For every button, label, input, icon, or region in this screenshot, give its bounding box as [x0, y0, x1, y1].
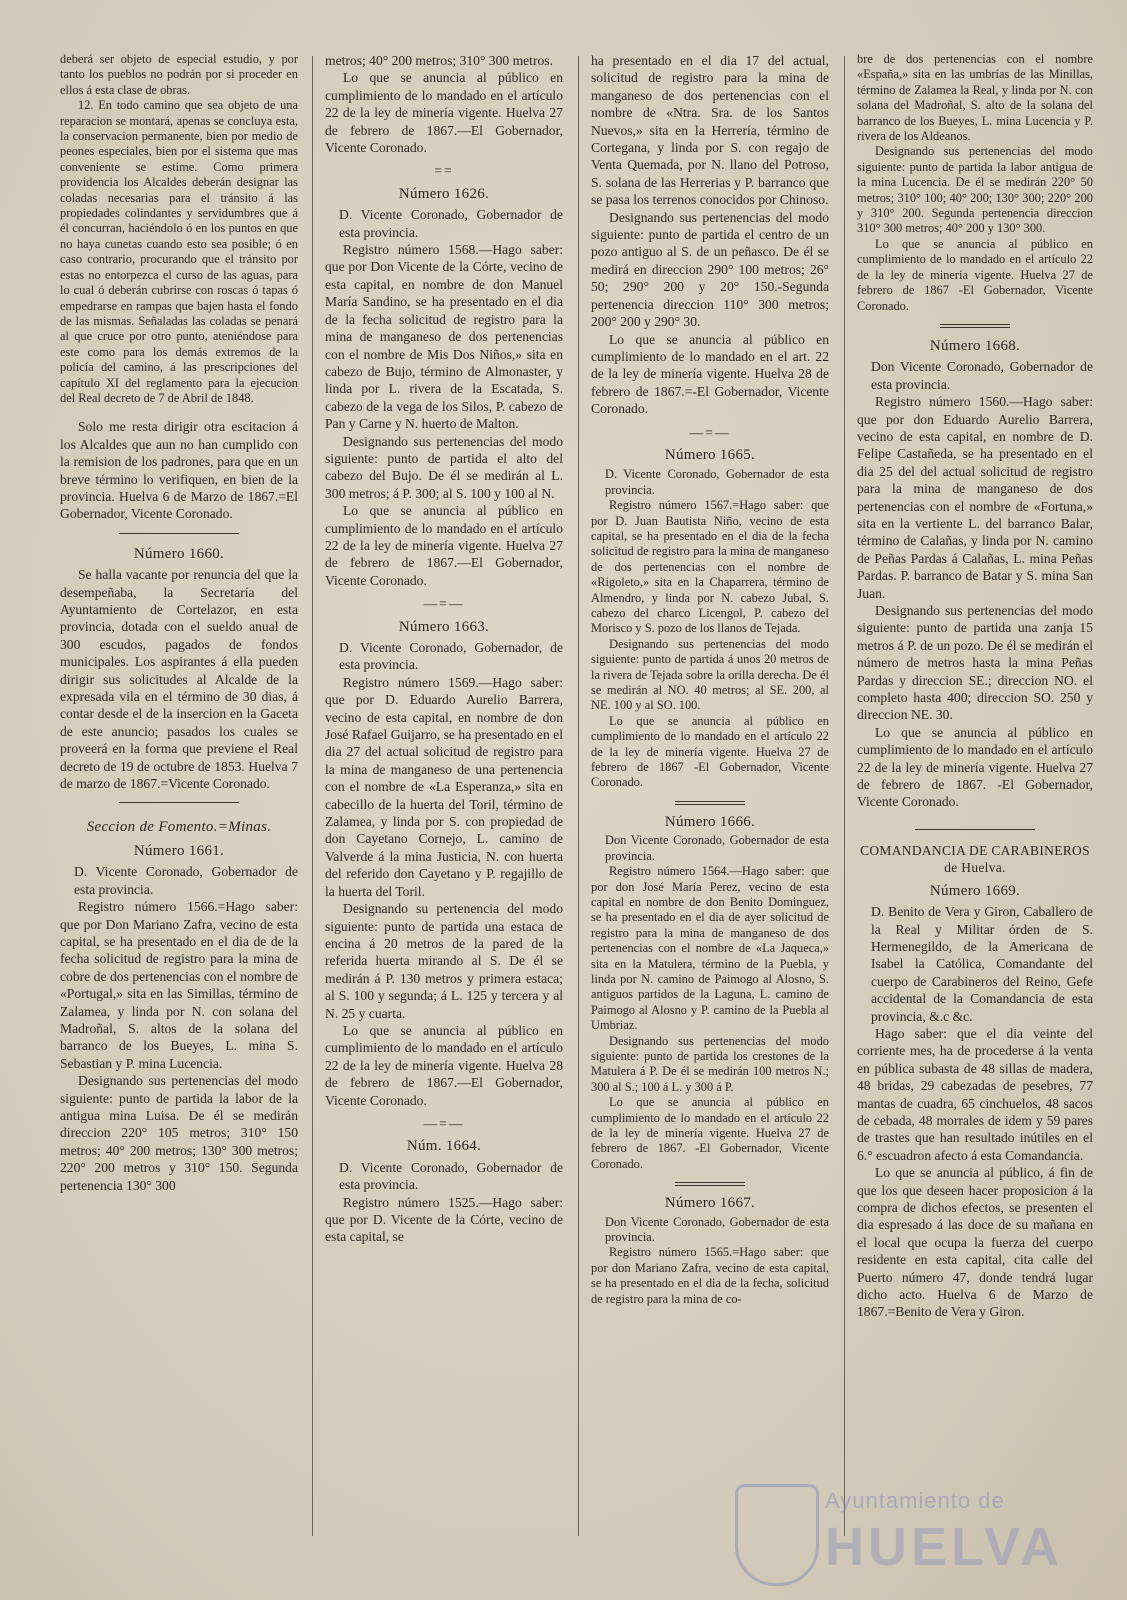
column-3	[591, 52, 829, 1577]
paragraph: 12. En todo camino que sea objeto de una reparacion se montará, apenas se concluya esta, la conservacion permanente, bien por medio de peones especiales, bien por el sistema que mas conveniente se estime. Como primera providencia los Alcaldes deberán designar las coladas necesarias para el tránsito á las propiedades colindantes y servidumbres que á él concurran, haciéndolo ó en los puntos en que no haya cunetas cuando esto sea posible; ó en caso contrario, procurando que el tránsito por estas no entorpezca el curso de las aguas, para lo cual ó deberán cubrirse con roscas ó tapas ó empedrarse en rampas que bajen hasta el fondo de las mismas. Señaladas las coladas se penará al que cruce por otro punto, ateniéndose para este como para los demás extremos de la policía del camino, á las prescripciones del capítulo XI del reglamento para la ejecucion del Real decreto de 7 de Abril de 1848.	[60, 98, 298, 405]
paragraph: deberá ser objeto de especial estudio, y por tanto los pueblos no podrán por si proceder en ellos á esta clase de obras.	[60, 52, 298, 97]
paragraph: bre de dos pertenencias con el nombre «España,» sita en las umbrías de las Minillas, término de Zalamea la Real, y linda por N. con solana del Madroñal, S. alto de la solana del barranco de los Bueyes, L. mina Lucencia y P. rivera de los Aldeanos.	[857, 52, 1093, 144]
column-1	[60, 52, 298, 1577]
paragraph: Hago saber: que el dia veinte del corriente mes, ha de procederse á la venta en pública subasta de 48 sillas de madera, 48 bridas, 29 cabezadas de pesebres, 77 mantas de cuadra, 65 cinchuelos, 48 sacos de cebada, 48 morrales de idem y 59 pares de trastes que han resultado inútiles en el 6.° escuadron afecto á esta Comandancia.	[857, 1025, 1093, 1163]
paragraph: Lo que se anuncia al público en cumplimiento de lo mandado en el artículo 22 de la ley de minería vigente. Huelva 27 de febrero de 1867 -El Gobernador, Vicente Coronado.	[857, 236, 1093, 313]
governor-line: Don Vicente Coronado, Gobernador de esta provincia.	[605, 1214, 829, 1245]
paragraph: metros; 40° 200 metros; 310° 300 metros.	[325, 53, 553, 68]
separator	[119, 533, 239, 536]
governor-line: D. Vicente Coronado, Gobernador de esta provincia.	[339, 1159, 563, 1193]
paragraph: ha presentado en el dia 17 del actual, solicitud de registro para la mina de manganeso de dos pertenencias con el nombre de «Ntra. Sra. de los Santos Nuevos,» sita en la Herrería, término de Cortegana, y linda por S. con regajo de Venta Quemada, por N. llano del Potroso, S. solana de las Herrerias y P. barranco que se pasa los terrenos conocidos por Chinoso.	[591, 53, 829, 208]
column-4	[857, 52, 1093, 1577]
coat-of-arms-icon	[735, 1484, 819, 1586]
notice-number: Número 1665.	[664, 446, 756, 463]
governor-line: D. Vicente Coronado, Gobernador de esta provincia.	[74, 864, 298, 897]
paragraph: Registro número 1525.—Hago saber: que por D. Vicente de la Córte, vecino de esta capital, se	[325, 1194, 563, 1245]
column-2	[325, 52, 563, 1577]
separator	[940, 324, 1010, 328]
paragraph: Lo que se anuncia al público en cumplimiento de lo mandado en el artículo 22 de la ley de minería vigente. Huelva 27 de febrero de 1867 -El Gobernador, Vicente Coronado.	[591, 713, 829, 790]
paragraph: Registro número 1564.—Hago saber: que por don José María Perez, vecino de esta capital en nombre de don Benito Dominguez, se ha presentado en el dia de ayer solicitud de registro para la mina de manganeso de dos pertenencias con el nombre de «La Jaqueca,» sita en la Matulera, término de la Puebla, y linda por N. camino de Paimogo al Alosno, S. antiguos partidos de la Laguna, L. camino de Paimogo al Alosno y P. camino de la Puebla al Umbriaz.	[591, 864, 829, 1033]
section-title: Seccion de Fomento.=Minas.	[86, 819, 272, 836]
paragraph: Lo que se anuncia al público en cumplimiento de lo mandado en el artículo 22 de la ley de minería vigente. Huelva 28 de febrero de 1867.—El Gobernador, Vicente Coronado.	[325, 1022, 563, 1108]
separator	[915, 829, 1035, 832]
governor-line: D. Vicente Coronado, Gobernador, de esta provincia.	[339, 640, 563, 673]
paragraph: Lo que se anuncia al público en cumplimiento de lo mandado en el artículo 22 de la ley de minería vigente. Huelva 27 de febrero de 1867.—El Gobernador, Vicente Coronado.	[325, 70, 563, 156]
paragraph: Designando sus pertenencias del modo siguiente: punto de partida una zanja 15 metros á P. de un pozo. De él se medirán el número de metros hasta la mina Peñas Pardas y direccion SE.; direccion NO. el completo hasta 400; direccion SO. 250 y direccion NE. 30.	[857, 603, 1093, 723]
notice-number: Número 1669.	[929, 882, 1021, 899]
separator	[675, 801, 745, 805]
paragraph: Registro número 1560.—Hago saber: que por don Eduardo Aurelio Barrera, vecino de esta capital, en nombre de D. Felipe Castañeda, se ha presentado en el dia 25 del del actual solicitud de registro para la mina de manganeso de dos pertenencias con el nombre de «Fortuna,» sita en la vertiente L. del barranco Balar, término de Calañas, y linda por N. camino de Peñas Pardas á Calañas, L. mina Peñas Pardas. P. barranco de Batar y S. mina San Juan.	[857, 394, 1093, 601]
paragraph: Registro número 1569.—Hago saber: que por D. Eduardo Aurelio Barrera, vecino de esta capital, en nombre de don José Rafael Guijarro, se ha presentado en el dia 27 del actual solicitud de registro para la mina de manganeso de una pertenencia con el nombre de «La Esperanza,» sita en cabecillo de la huerta del Toril, término de Zalamea, y linda por S. con propiedad de don Cayetano Cornejo, L. camino de Valverde á la mina Justicia, N. con huerta del referido don Cayetano y P. regajillo de la huerta del Toril.	[325, 674, 563, 899]
paragraph: Registro número 1566.=Hago saber: que por Don Mariano Zafra, vecino de esta capital, se ha presentado en el dia de de la fecha solicitud de registro para la mina de cobre de dos pertenencias con el nombre de «Portugal,» sita en las Simillas, término de Zalamea, y linda por N. con solana del Madroñal, S. altos de la solana del barranco de los Bueyes, L. mina S. Sebastian y P. mina Lucencia.	[60, 899, 298, 1071]
notice-number: Número 1663.	[398, 618, 490, 635]
column-rule	[312, 56, 313, 1536]
notice-number: Número 1661.	[133, 842, 225, 859]
paragraph: Lo que se anuncia al público, á fin de que los que deseen hacer proposicion á la compra de dichos efectos, se presenten el dia espresado á las doce de su mañana en el local que ocupa la fuerza del cuerpo residente en esta capital, cita calle del Puerto número 47, donde tendrá lugar dicho acto. Huelva 6 de Marzo de 1867.=Benito de Vera y Giron.	[857, 1165, 1093, 1320]
notice-number: Número 1626.	[398, 185, 490, 202]
paragraph: Lo que se anuncia al público en cumplimiento de lo mandado en el artículo 22 de la ley de minería vigente. Huelva 27 de febrero de 1867. -El Gobernador, Vicente Coronado.	[857, 724, 1093, 810]
paragraph: Lo que se anuncia al público en cumplimiento de lo mandado en el art. 22 de la ley de minería vigente. Huelva 28 de febrero de 1867.=-El Gobernador, Vicente Coronado.	[591, 331, 829, 417]
paragraph: Lo que se anuncia al público en cumplimiento de lo mandado en el artículo 22 de la ley de minería vigente. Huelva 27 de febrero de 1867.—El Gobernador, Vicente Coronado.	[325, 503, 563, 588]
separator: —=—	[689, 424, 731, 440]
paragraph: Designando sus pertenencias del modo siguiente: punto de partida el alto del cabezo del Bujo. De él se medirán al L. 300 metros; á P. 300; al S. 100 y 100 al N.	[325, 433, 563, 501]
paragraph: Designando sus pertenencias del modo siguiente: punto de partida la labor antigua de la mina Lucencia. De él se medirán 220° 50 metros; 310° 100; 40° 200; 130° 300; 220° 200 y 310° 200. Segunda pertenencia direccion 310° 300 metros; 40° 200 y 130° 300.	[857, 144, 1093, 236]
column-rule	[578, 56, 579, 1536]
paragraph: Registro número 1568.—Hago saber: que por Don Vicente de la Córte, vecino de esta capital, en nombre de don Manuel María Sandino, se ha presentado en el dia de la fecha solicitud de registro para la mina de manganeso de dos pertenencias con el nombre de Mis Dos Niños,» sita en cabezo de Bujo, término de Almonaster, y linda por L. rivera de la Escatada, S. cabezo de la vega de los Silos, P. cabezo de Pan y Carne y N. huerto de Malton.	[325, 242, 563, 432]
governor-line: D. Vicente Coronado, Gobernador de esta provincia.	[339, 207, 563, 240]
watermark-line: Ayuntamiento de	[825, 1488, 1005, 1513]
notice-number: Número 1667.	[664, 1195, 756, 1212]
paragraph: Designando sus pertenencias del modo siguiente: punto de partida á unos 20 metros de la rivera de Tejada sobre la orilla derecha. De él se medirán al NO. 40 metros; al SE. 200, al NE. 100 y al SO. 100.	[591, 636, 829, 713]
paragraph: Designando su pertenencia del modo siguiente: punto de partida una estaca de encina á 20 metros de la pared de la referida huerta mirando al S. De él se medirán á P. 130 metros y primera estaca; al S. 100 y segunda; á L. 125 y tercera y al N. 25 y cuarta.	[325, 901, 563, 1021]
notice-number: Núm. 1664.	[406, 1138, 482, 1155]
paragraph: Registro número 1567.=Hago saber: que por D. Juan Bautista Niño, vecino de esta capital, se ha presentado en el dia de la fecha solicitud de registro para la mina de manganeso de dos pertenencias con el nombre de «Rigoleto,» sita en la Chaparrera, término de Almendro, y linda por N. cabezo Jubal, S. cabezo del charco Licengol, P. cabezo del Morisco y S. pozo de los llanos de Tejada.	[591, 498, 829, 636]
section-title: COMANDANCIA DE CARABINEROS de Huelva.	[860, 842, 1090, 876]
archive-watermark	[735, 1478, 1065, 1588]
separator	[675, 1182, 745, 1186]
paragraph: Se halla vacante por renuncia del que la desempeñaba, la Secretaría del Ayuntamiento de Cortelazor, en esta provincia, dotada con el sueldo anual de 300 escudos, pagados de fondos municipales. Los aspirantes á ella pueden dirigir sus solicitudes al Alcalde de la expresada vila en el término de 30 dias, á contar desde el de la insercion en la Gaceta de este anuncio; pasados los cuales se proveerá en la forma que previene el Real decreto de 19 de octubre de 1853. Huelva 7 de marzo de 1867.=Vicente Coronado.	[60, 567, 298, 792]
governor-line: D. Vicente Coronado, Gobernador de esta provincia.	[605, 467, 829, 497]
paragraph: Solo me resta dirigir otra escitacion á los Alcaldes que aun no han cumplido con la remision de los padrones, para que en un breve término lo verifiquen, en bien de la provincia. Huelva 6 de Marzo de 1867.=El Gobernador, Vicente Coronado.	[60, 419, 298, 522]
governor-line: Don Vicente Coronado, Gobernador de esta provincia.	[871, 359, 1093, 392]
separator: ==	[434, 163, 454, 179]
governor-line: Don Vicente Coronado, Gobernador de esta provincia.	[605, 833, 829, 863]
notice-number: Número 1660.	[133, 545, 225, 562]
paragraph: Designando sus pertenencias del modo siguiente: punto de partida el centro de un pozo antiguo al S. de un peñasco. De él se medirá en direccion 290° 100 metros; 26° 50; 290° 200 y 20° 150.-Segunda pertenencia direccion 110° 300 metros; 200° 200 y 290° 30.	[591, 209, 829, 330]
paragraph: Lo que se anuncia al público en cumplimiento de lo mandado en el artículo 22 de la ley de minería vigente. Huelva 27 de febrero de 1867. -El Gobernador, Vicente Coronado.	[591, 1095, 829, 1171]
column-rule	[844, 56, 845, 1536]
notice-number: Número 1666.	[664, 813, 756, 830]
paragraph: Designando sus pertenencias del modo siguiente: punto de partida los crestones de la Matulera á P. De él se medirán 100 metros N.; 300 al S.; 100 á L. y 300 á P.	[591, 1033, 829, 1094]
watermark-line: HUELVA	[825, 1517, 1063, 1577]
separator	[119, 802, 239, 805]
paragraph: Designando sus pertenencias del modo siguiente: punto de partida la labor de la antigua mina Luisa. De él se medirán direccion 220° 105 metros; 310° 150 metros; 40° 200 metros; 130° 300 metros; 220° 200 metros y 310° 150. Segunda pertenencia 130° 300	[60, 1073, 298, 1193]
separator: —=—	[423, 596, 465, 612]
governor-line: D. Benito de Vera y Giron, Caballero de la Real y Militar órden de S. Hermenegildo, de la Americana de Isabel la Católica, Comandante del cuerpo de Carabineros del Reino, Gefe accidental de la Comandancia de esta provincia, &.c &c.	[871, 904, 1093, 1024]
separator: —=—	[423, 1115, 465, 1131]
notice-number: Número 1668.	[929, 337, 1021, 354]
paragraph: Registro número 1565.=Hago saber: que por don Mariano Zafra, vecino de esta capital, se ha presentado en el dia de la fecha, solicitud de registro para la mina de co-	[591, 1245, 829, 1306]
